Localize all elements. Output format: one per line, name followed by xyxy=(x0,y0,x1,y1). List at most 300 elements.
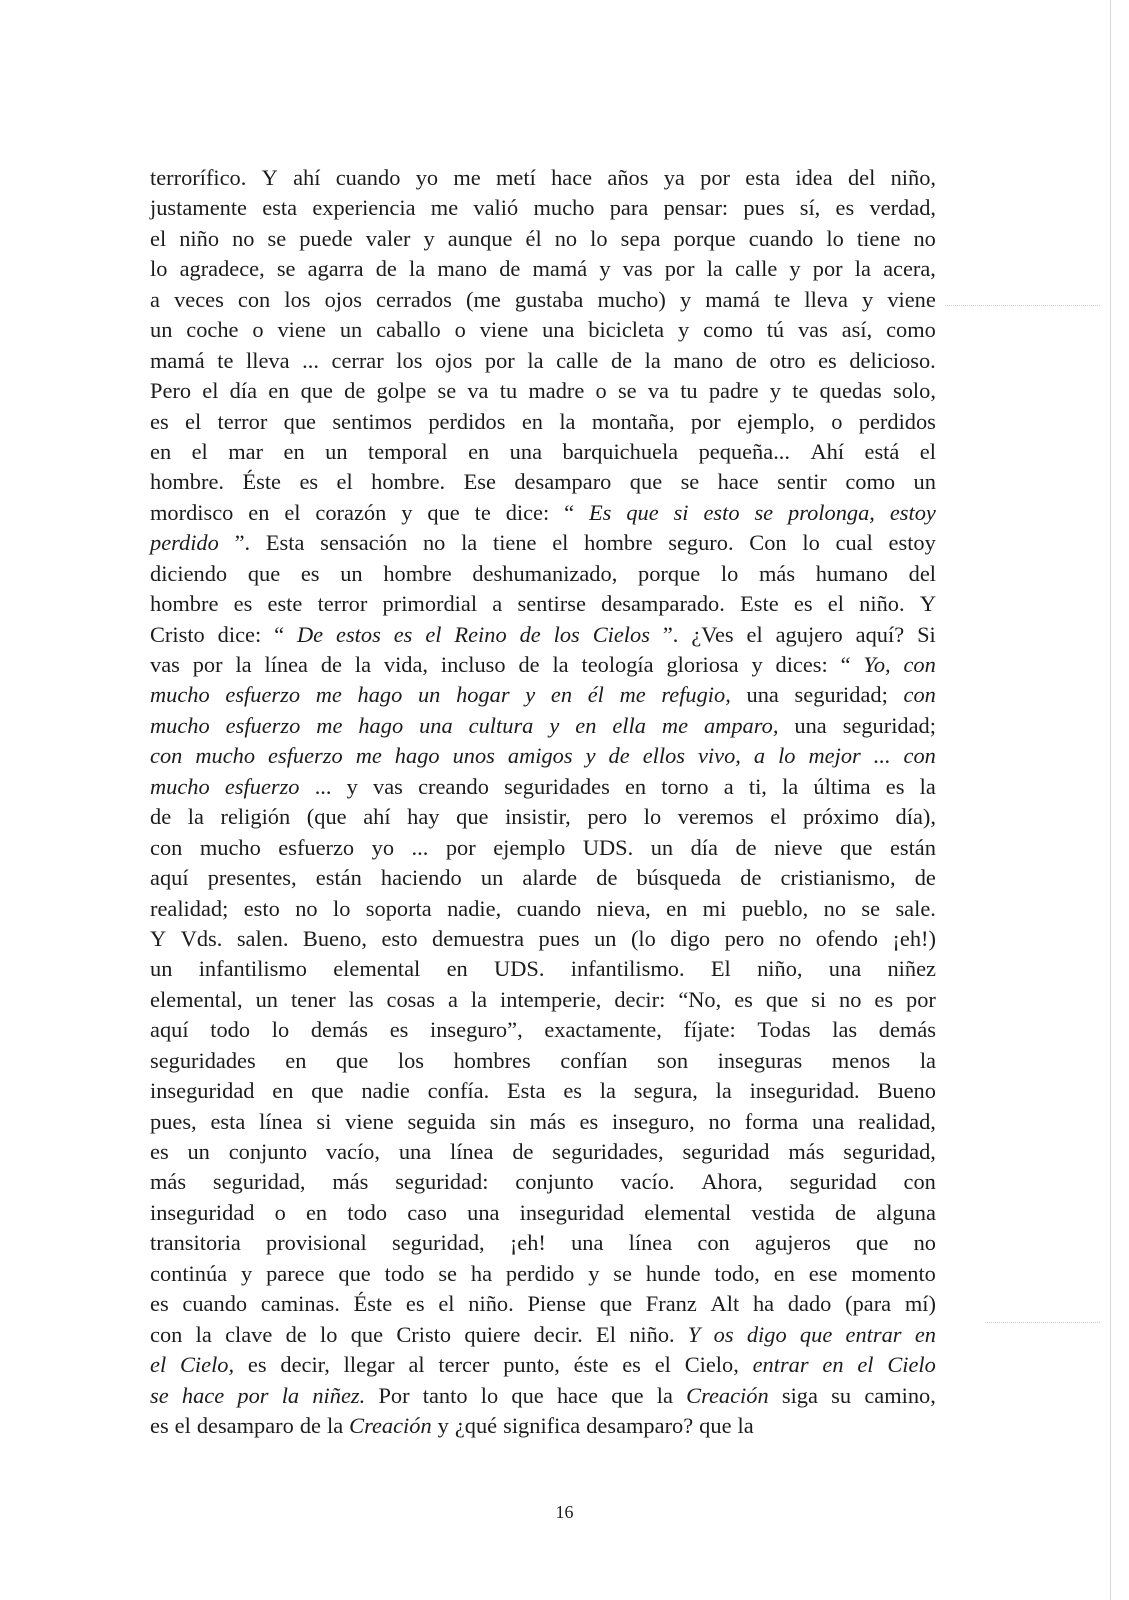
word: ese xyxy=(808,1260,838,1286)
word: seguridades xyxy=(150,1047,256,1073)
word: que xyxy=(699,1412,732,1438)
text-line xyxy=(150,498,936,528)
italic-word: el xyxy=(425,621,442,647)
word: seguida xyxy=(407,1108,476,1134)
word: demás xyxy=(878,1017,936,1043)
text-line xyxy=(150,954,936,984)
word: lo xyxy=(590,225,608,251)
word: lo xyxy=(802,530,820,556)
italic-word: hace xyxy=(181,1382,225,1408)
word: sepa xyxy=(620,225,661,251)
word: mucho) xyxy=(597,286,666,312)
word: que xyxy=(300,378,333,404)
word: se xyxy=(267,225,287,251)
word: realidad; xyxy=(150,895,229,921)
word: sentir xyxy=(777,469,827,495)
word: en xyxy=(268,378,290,404)
word: Ahí xyxy=(810,438,845,464)
word: hace xyxy=(551,165,593,190)
word: “ xyxy=(840,652,851,677)
word: siga xyxy=(781,1382,818,1408)
word: teología xyxy=(581,652,654,677)
word: línea xyxy=(628,1230,673,1256)
word: la xyxy=(644,347,661,373)
word: es xyxy=(389,1017,409,1043)
word: una xyxy=(509,438,543,464)
text-line xyxy=(150,711,936,741)
word: realidad, xyxy=(858,1108,936,1134)
italic-word: mucho xyxy=(150,682,210,708)
text-line xyxy=(150,1381,936,1411)
italic-word: Cielo, xyxy=(179,1352,235,1378)
word: una xyxy=(828,956,862,982)
word: no xyxy=(295,895,318,921)
text-line xyxy=(150,772,936,802)
word: es xyxy=(874,986,894,1012)
word: a xyxy=(723,773,734,799)
word: confían xyxy=(560,1047,628,1073)
word: otro xyxy=(769,347,806,373)
word: del xyxy=(908,560,936,586)
word: él xyxy=(525,225,542,251)
word: coche xyxy=(186,317,239,343)
word: dice: xyxy=(217,621,262,647)
word: salen. xyxy=(236,925,289,951)
word: es xyxy=(150,1412,169,1438)
word: o xyxy=(595,378,607,404)
word: es xyxy=(885,773,905,799)
word: momento xyxy=(851,1260,936,1286)
word: agujero xyxy=(775,621,843,647)
italic-word: hogar xyxy=(456,682,510,708)
word: y xyxy=(437,1412,449,1438)
text-line xyxy=(150,254,936,284)
word: no xyxy=(839,986,862,1012)
word: ”. xyxy=(662,621,679,647)
word: mucho xyxy=(533,195,595,221)
word: mamá xyxy=(532,256,588,282)
word: “No, xyxy=(678,986,722,1012)
word: cosas xyxy=(386,986,436,1012)
word: si xyxy=(811,986,827,1012)
word: creando xyxy=(418,773,489,799)
word: la xyxy=(919,1047,936,1073)
word: niño, xyxy=(757,956,803,982)
word: vestida xyxy=(751,1199,815,1225)
word: mucho xyxy=(199,834,261,860)
word: y xyxy=(751,652,763,677)
word: lo xyxy=(320,1321,338,1347)
word: agujeros xyxy=(754,1230,831,1256)
word: una xyxy=(746,682,779,708)
italic-word: un xyxy=(417,682,441,708)
italic-word: Cielo xyxy=(887,1352,936,1378)
word: con xyxy=(903,1169,936,1195)
word: va xyxy=(647,378,669,404)
word: lo xyxy=(150,256,168,282)
italic-word: ... xyxy=(873,743,891,769)
word: religión xyxy=(220,804,291,830)
word: de xyxy=(518,652,540,677)
word: seguridad, xyxy=(391,1230,485,1256)
word: el xyxy=(185,408,202,434)
word: experiencia xyxy=(312,195,416,221)
word: no xyxy=(422,530,446,556)
word: terror xyxy=(317,591,368,617)
word: de xyxy=(499,256,521,282)
italic-word: mucho xyxy=(150,712,210,738)
word: demás xyxy=(310,1017,369,1043)
word: y xyxy=(789,256,801,282)
text-line xyxy=(150,528,936,558)
word: un xyxy=(340,560,363,586)
word: Esta xyxy=(506,1078,546,1104)
text-line xyxy=(150,559,936,589)
italic-word: cultura xyxy=(468,712,534,738)
word: terror xyxy=(217,408,268,434)
word: sensación xyxy=(320,530,408,556)
word: día), xyxy=(895,804,936,830)
word: “ xyxy=(274,621,285,647)
word: seguridad, xyxy=(843,1139,936,1164)
word: y xyxy=(401,499,413,525)
word: de xyxy=(610,347,633,373)
word: es xyxy=(579,1108,599,1134)
italic-word: hago xyxy=(358,712,404,738)
word: caso xyxy=(407,1199,447,1225)
word: en xyxy=(248,499,270,525)
word: una xyxy=(542,317,575,343)
italic-word: esfuerzo xyxy=(225,682,301,708)
word: ejemplo xyxy=(493,834,566,860)
italic-word: me xyxy=(619,682,646,708)
word: el xyxy=(174,1412,191,1438)
word: tener xyxy=(290,986,336,1012)
word: la xyxy=(559,408,576,434)
word: UDS. xyxy=(582,834,634,860)
word: es xyxy=(835,195,855,221)
italic-word: Cielos xyxy=(592,621,650,647)
word: lo xyxy=(332,895,351,921)
word: es xyxy=(299,469,319,495)
page-number: 16 xyxy=(555,1502,574,1522)
word: seguridad, xyxy=(212,1169,306,1195)
word: Y xyxy=(919,591,936,617)
word: intemperie, xyxy=(500,986,602,1012)
word: tu xyxy=(499,378,518,404)
italic-word: con xyxy=(150,743,183,769)
body-text xyxy=(150,163,936,1441)
word: tanto xyxy=(422,1382,468,1408)
word: todo xyxy=(210,1017,251,1043)
word: se xyxy=(861,895,881,921)
word: y xyxy=(346,773,358,799)
word: ¿Ves xyxy=(691,621,734,647)
word: seguridades, xyxy=(552,1139,664,1164)
text-line xyxy=(150,924,936,954)
word: Franz xyxy=(645,1291,697,1317)
italic-word: ellos xyxy=(642,743,685,769)
word: esto xyxy=(243,895,280,921)
word: viene xyxy=(479,317,529,343)
word: se xyxy=(438,1260,457,1286)
word: un xyxy=(150,317,173,343)
word: delicioso. xyxy=(849,347,936,373)
italic-word: con xyxy=(903,743,936,769)
word: calle xyxy=(556,347,599,373)
italic-word: esfuerzo xyxy=(224,773,300,799)
word: ti, xyxy=(748,773,767,799)
word: hombres xyxy=(453,1047,531,1073)
text-line xyxy=(150,589,936,619)
word: esto xyxy=(381,925,418,951)
word: no xyxy=(232,225,255,251)
italic-word: Y xyxy=(687,1321,701,1347)
word: lo xyxy=(826,225,844,251)
word: elemental, xyxy=(150,986,243,1012)
word: haciendo xyxy=(380,865,462,891)
italic-word: se xyxy=(754,499,774,525)
word: continúa xyxy=(150,1260,228,1286)
word: más xyxy=(529,1108,566,1134)
word: hombre xyxy=(150,591,219,617)
word: este xyxy=(267,591,303,617)
word: cuando xyxy=(516,895,582,921)
word: y xyxy=(679,286,692,312)
word: va xyxy=(467,378,489,404)
word: yo xyxy=(371,834,395,860)
word: con xyxy=(150,1321,183,1347)
word: me xyxy=(430,195,459,221)
italic-word: el xyxy=(857,1352,874,1378)
word: la xyxy=(919,773,936,799)
italic-word: en xyxy=(822,1352,844,1378)
word: por xyxy=(812,256,843,282)
word: en xyxy=(666,895,688,921)
word: el xyxy=(654,1352,671,1378)
word: de xyxy=(320,652,342,677)
word: valer xyxy=(365,225,411,251)
word: se xyxy=(613,1260,632,1286)
word: hombre xyxy=(584,530,653,556)
word: más xyxy=(332,1169,369,1195)
word: de xyxy=(344,378,366,404)
word: aquí xyxy=(150,865,189,891)
word: es xyxy=(563,1078,582,1104)
word: la xyxy=(656,1382,673,1408)
word: sale. xyxy=(895,895,936,921)
italic-word: Yo, xyxy=(863,652,891,677)
word: más xyxy=(759,560,796,586)
word: cuando xyxy=(182,1291,248,1317)
word: cual xyxy=(835,530,873,556)
word: es xyxy=(793,591,813,617)
word: la xyxy=(599,1078,616,1104)
word: seguridad xyxy=(789,1169,877,1195)
word: el xyxy=(552,530,569,556)
word: está xyxy=(864,438,900,464)
word: aquí? xyxy=(855,621,905,647)
word: se xyxy=(617,378,637,404)
word: ... xyxy=(314,773,332,799)
word: aunque xyxy=(447,225,513,251)
word: transitoria xyxy=(150,1230,241,1256)
word: cerrar xyxy=(331,347,384,373)
word: seguridad xyxy=(682,1139,770,1164)
word: no xyxy=(823,895,847,921)
word: en xyxy=(446,956,468,982)
word: perdido xyxy=(505,1260,575,1286)
word: porque xyxy=(673,225,736,251)
text-line xyxy=(150,1411,936,1441)
word: como xyxy=(886,317,936,343)
word: perdidos xyxy=(428,408,506,434)
word: un xyxy=(187,1139,210,1164)
word: más xyxy=(150,1169,187,1195)
word: nadie, xyxy=(447,895,502,921)
word: los xyxy=(396,347,423,373)
word: esta xyxy=(745,165,781,190)
word: Bueno, xyxy=(302,925,367,951)
word: seguridad; xyxy=(794,682,888,708)
word: terrorífico. xyxy=(150,165,247,190)
word: lo xyxy=(480,1382,499,1408)
text-line xyxy=(150,437,936,467)
word: día xyxy=(229,378,258,404)
italic-word: hago xyxy=(394,743,440,769)
word: no xyxy=(708,1108,731,1134)
word: Por xyxy=(378,1382,410,1408)
word: con xyxy=(150,834,183,860)
word: ¡eh! xyxy=(509,1230,546,1256)
word: puede xyxy=(299,225,353,251)
word: y xyxy=(769,378,781,404)
text-line xyxy=(150,1107,936,1137)
word: viene xyxy=(345,1108,394,1134)
italic-word: me xyxy=(661,712,689,738)
text-line xyxy=(150,346,936,376)
word: y xyxy=(588,1260,600,1286)
word: elemental xyxy=(644,1199,732,1225)
word: ¿qué xyxy=(454,1412,498,1438)
italic-word: de xyxy=(519,621,541,647)
italic-word: esfuerzo xyxy=(225,712,301,738)
word: es xyxy=(300,560,320,586)
word: aquí xyxy=(150,1017,189,1043)
word: niño. xyxy=(629,1321,675,1347)
word: inseguridad xyxy=(519,1199,625,1225)
italic-word: estos xyxy=(336,621,381,647)
word: un xyxy=(255,986,278,1012)
word: esfuerzo xyxy=(278,834,355,860)
word: como xyxy=(703,317,753,343)
word: que xyxy=(456,804,489,830)
word: idea xyxy=(795,165,833,190)
word: el xyxy=(827,591,844,617)
word: caminas. xyxy=(260,1291,340,1317)
word: el xyxy=(284,499,301,525)
italic-word: De xyxy=(296,621,324,647)
word: caballo xyxy=(376,317,441,343)
word: incluso xyxy=(440,652,506,677)
word: nieve xyxy=(774,834,823,860)
word: agradece, xyxy=(179,256,265,282)
word: insistir, xyxy=(505,804,571,830)
italic-word: hago xyxy=(357,682,403,708)
word: pues xyxy=(743,195,785,221)
word: no xyxy=(913,225,936,251)
text-line xyxy=(150,163,936,193)
word: temporal xyxy=(368,438,448,464)
word: calle xyxy=(735,256,778,282)
word: ha xyxy=(470,1260,493,1286)
word: en xyxy=(773,1260,795,1286)
word: y xyxy=(862,286,874,312)
word: infantilismo xyxy=(198,956,307,982)
word: si xyxy=(316,1108,332,1134)
word: la xyxy=(715,1078,732,1104)
word: que xyxy=(840,834,873,860)
word: pues, xyxy=(150,1108,197,1134)
word: ¡eh!) xyxy=(892,925,936,951)
word: Esta xyxy=(265,530,305,556)
word: una xyxy=(467,1199,500,1225)
word: se xyxy=(276,256,296,282)
word: te xyxy=(774,286,791,312)
word: la xyxy=(187,804,204,830)
word: elemental xyxy=(333,956,421,982)
word: porque xyxy=(638,560,701,586)
word: hombre. xyxy=(150,469,224,495)
word: más xyxy=(788,1139,825,1164)
word: en xyxy=(468,438,490,464)
word: la xyxy=(737,1412,754,1438)
italic-word: lo xyxy=(778,743,796,769)
word: esta xyxy=(262,195,298,221)
word: son xyxy=(656,1047,689,1073)
word: veremos xyxy=(677,804,754,830)
word: del xyxy=(847,165,876,190)
italic-word: se xyxy=(150,1382,169,1408)
word: vacío. xyxy=(620,1169,675,1195)
italic-word: unos xyxy=(452,743,495,769)
word: viene xyxy=(277,317,326,343)
word: vacío, xyxy=(325,1139,380,1164)
word: decir, xyxy=(280,1352,330,1378)
word: infantilismo. xyxy=(570,956,685,982)
word: vas xyxy=(798,317,828,343)
word: que xyxy=(311,1078,344,1104)
italic-word: esto xyxy=(703,499,740,525)
text-line xyxy=(150,1228,936,1258)
word: que xyxy=(765,986,799,1012)
word: presentes, xyxy=(207,865,297,891)
word: conjunto xyxy=(515,1169,594,1195)
word: Ahora, xyxy=(701,1169,763,1195)
word: todo xyxy=(347,1199,388,1225)
word: sin xyxy=(489,1108,516,1134)
word: corazón xyxy=(315,499,387,525)
word: mamá xyxy=(150,347,205,373)
text-line xyxy=(150,620,936,650)
word: a xyxy=(447,986,458,1012)
italic-word: os xyxy=(713,1321,734,1347)
word: seguridades xyxy=(504,773,610,799)
italic-word: niñez. xyxy=(312,1382,366,1408)
italic-word: una xyxy=(419,712,453,738)
italic-word: ella xyxy=(612,712,646,738)
word: a xyxy=(492,591,503,617)
